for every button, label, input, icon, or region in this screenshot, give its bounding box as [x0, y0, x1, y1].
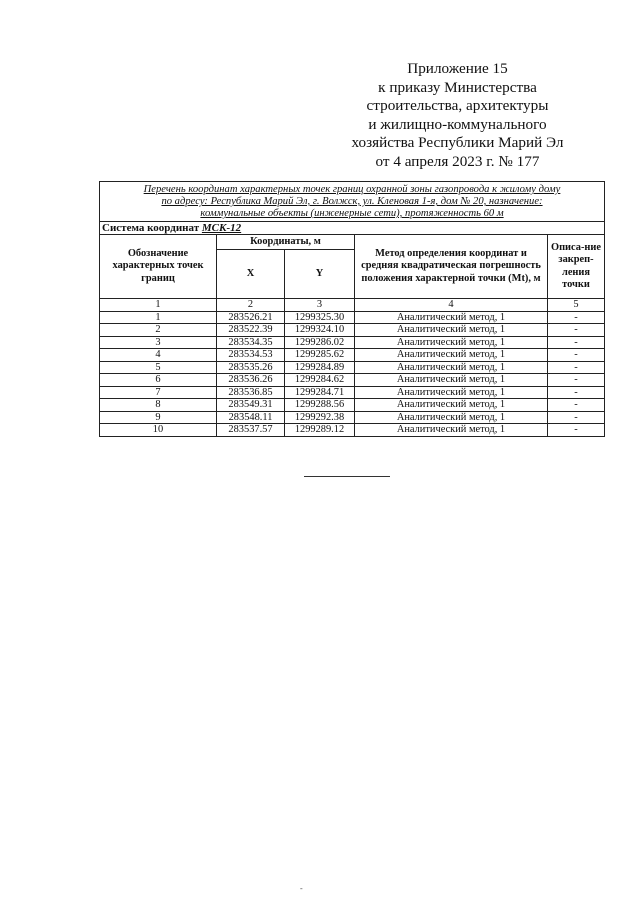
caption-line: по адресу: Республика Марий Эл, г. Волжск, ул. Кленовая 1-я, дом № 20, назначение: — [161, 196, 543, 207]
header-x: X — [217, 250, 285, 299]
cell-x: 283536.26 — [217, 374, 285, 387]
cell-x: 283534.35 — [217, 336, 285, 349]
cell-desc: - — [548, 361, 605, 374]
cell-desc: - — [548, 324, 605, 337]
cell-point: 9 — [100, 411, 217, 424]
cell-x: 283536.85 — [217, 386, 285, 399]
table-caption-row — [100, 182, 605, 222]
cell-desc: - — [548, 349, 605, 362]
cell-method: Аналитический метод, 1 — [355, 374, 548, 387]
table-row — [100, 424, 605, 437]
cell-point: 8 — [100, 399, 217, 412]
header-coords: Координаты, м — [217, 235, 355, 250]
table-row — [100, 349, 605, 362]
cell-y: 1299324.10 — [285, 324, 355, 337]
cell-point: 5 — [100, 361, 217, 374]
table-row — [100, 374, 605, 387]
cell-method: Аналитический метод, 1 — [355, 324, 548, 337]
column-number: 3 — [285, 299, 355, 312]
column-number: 4 — [355, 299, 548, 312]
cell-point: 1 — [100, 311, 217, 324]
cell-point: 6 — [100, 374, 217, 387]
table-row — [100, 361, 605, 374]
cell-y: 1299286.02 — [285, 336, 355, 349]
appendix-line: строительства, архитектуры — [366, 97, 549, 115]
cell-method: Аналитический метод, 1 — [355, 349, 548, 362]
appendix-header — [330, 60, 585, 172]
cell-y: 1299285.62 — [285, 349, 355, 362]
cell-point: 2 — [100, 324, 217, 337]
cell-y: 1299325.30 — [285, 311, 355, 324]
cell-y: 1299288.56 — [285, 399, 355, 412]
cell-desc: - — [548, 399, 605, 412]
column-number: 1 — [100, 299, 217, 312]
coordinate-system-label: Система координат — [102, 222, 200, 234]
cell-y: 1299292.38 — [285, 411, 355, 424]
closing-rule-line — [304, 476, 390, 477]
cell-x: 283522.39 — [217, 324, 285, 337]
cell-y: 1299284.62 — [285, 374, 355, 387]
table-row — [100, 324, 605, 337]
cell-desc: - — [548, 386, 605, 399]
column-number: 5 — [548, 299, 605, 312]
coordinate-system-value: МСК-12 — [201, 222, 242, 234]
cell-method: Аналитический метод, 1 — [355, 411, 548, 424]
header-y: Y — [285, 250, 355, 299]
cell-y: 1299284.89 — [285, 361, 355, 374]
cell-method: Аналитический метод, 1 — [355, 336, 548, 349]
column-number-row — [100, 299, 605, 312]
cell-method: Аналитический метод, 1 — [355, 424, 548, 437]
cell-method: Аналитический метод, 1 — [355, 311, 548, 324]
cell-point: 10 — [100, 424, 217, 437]
cell-point: 4 — [100, 349, 217, 362]
appendix-line: к приказу Министерства — [378, 78, 537, 96]
cell-desc: - — [548, 374, 605, 387]
table-row — [100, 411, 605, 424]
cell-desc: - — [548, 336, 605, 349]
appendix-line: и жилищно-коммунального — [368, 115, 547, 133]
cell-x: 283549.31 — [217, 399, 285, 412]
coordinate-system — [100, 222, 605, 235]
table-caption — [100, 182, 605, 222]
coordinate-system-row — [100, 222, 605, 235]
cell-point: 7 — [100, 386, 217, 399]
cell-x: 283526.21 — [217, 311, 285, 324]
cell-point: 3 — [100, 336, 217, 349]
cell-method: Аналитический метод, 1 — [355, 361, 548, 374]
column-number: 2 — [217, 299, 285, 312]
cell-x: 283548.11 — [217, 411, 285, 424]
page-mark: - — [300, 884, 303, 893]
cell-desc: - — [548, 424, 605, 437]
header-description: Описа-ние закреп-ления точки — [548, 235, 605, 299]
appendix-line: Приложение 15 — [407, 60, 508, 77]
table-row — [100, 311, 605, 324]
header-point: Обозначение характерных точек границ — [100, 235, 217, 299]
table-row — [100, 399, 605, 412]
cell-x: 283537.57 — [217, 424, 285, 437]
header-row — [100, 235, 605, 250]
cell-method: Аналитический метод, 1 — [355, 386, 548, 399]
cell-desc: - — [548, 411, 605, 424]
table-row — [100, 336, 605, 349]
coordinates-table — [99, 181, 605, 437]
table-row — [100, 386, 605, 399]
appendix-line: хозяйства Республики Марий Эл — [351, 134, 564, 152]
cell-y: 1299284.71 — [285, 386, 355, 399]
caption-line: Перечень координат характерных точек границ охранной зоны газопровода к жилому дому — [143, 184, 561, 195]
cell-x: 283534.53 — [217, 349, 285, 362]
cell-y: 1299289.12 — [285, 424, 355, 437]
cell-desc: - — [548, 311, 605, 324]
cell-method: Аналитический метод, 1 — [355, 399, 548, 412]
appendix-line: от 4 апреля 2023 г. № 177 — [375, 152, 540, 170]
caption-line: коммунальные объекты (инженерные сети), протяженность 60 м — [200, 208, 504, 219]
cell-x: 283535.26 — [217, 361, 285, 374]
header-method: Метод определения координат и средняя квадратическая погрешность положения характерной точки (Mt), м — [355, 235, 548, 299]
